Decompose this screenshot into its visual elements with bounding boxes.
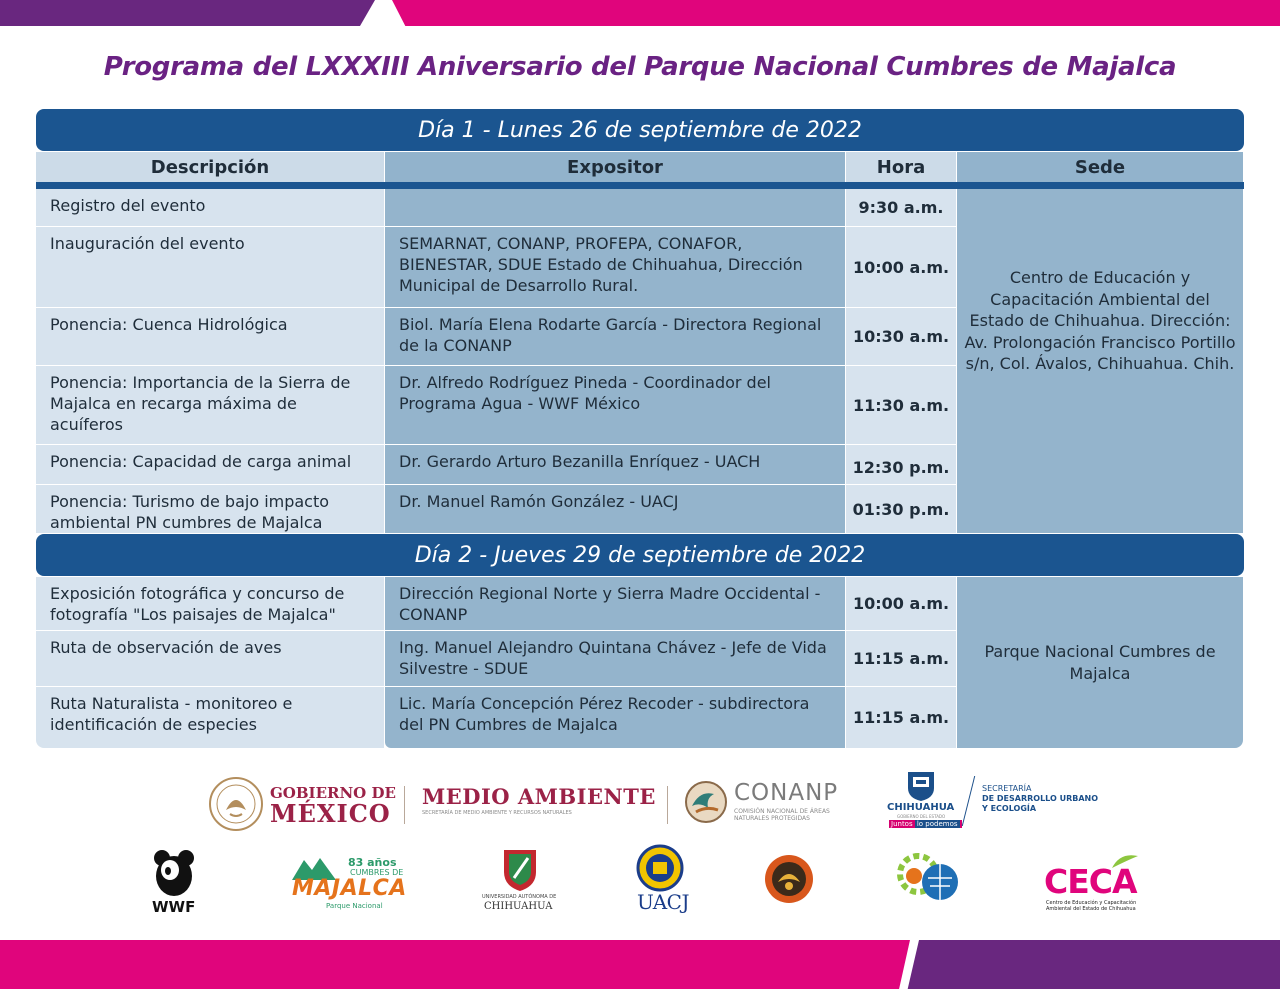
table-cell-descripcion: Ponencia: Importancia de la Sierra de Majalca en recarga máxima de acuíferos (36, 366, 384, 444)
column-header-expositor: Expositor (385, 152, 845, 182)
table-cell-hora: 9:30 a.m. (846, 189, 956, 226)
table-cell-descripcion: Ponencia: Capacidad de carga animal (36, 445, 384, 484)
gobierno-line1: GOBIERNO DE (270, 784, 396, 802)
chihuahua-shield-icon (904, 770, 938, 802)
table-cell-expositor: Dr. Gerardo Arturo Bezanilla Enríquez - UACH (385, 445, 845, 484)
ceca-sub2: Ambiental del Estado de Chihuahua (1046, 906, 1136, 912)
bottom-pink-band (0, 940, 910, 989)
sdue-line3: Y ECOLOGÍA (982, 804, 1037, 813)
uach-line1: UNIVERSIDAD AUTÓNOMA DE (482, 894, 557, 900)
table-cell-descripcion: Inauguración del evento (36, 227, 384, 307)
top-purple-band (0, 0, 375, 26)
table-cell-hora: 01:30 p.m. (846, 485, 956, 533)
table-cell-hora: 10:00 a.m. (846, 577, 956, 630)
table-cell-descripcion: Exposición fotográfica y concurso de fotografía "Los paisajes de Majalca" (36, 577, 384, 630)
chihuahua-tag2-text: lo podemos (916, 820, 958, 828)
chihuahua-name: CHIHUAHUA (887, 802, 955, 813)
uach-shield-icon (500, 848, 540, 892)
day1-header: Día 1 - Lunes 26 de septiembre de 2022 (36, 109, 1244, 151)
mexico-seal-icon (208, 776, 264, 832)
table-cell-descripcion: Registro del evento (36, 189, 384, 226)
wwf-name: WWF (152, 898, 196, 916)
conanp-sub2: NATURALES PROTEGIDAS (734, 815, 810, 822)
chihuahua-tag (889, 820, 962, 828)
table-cell-descripcion: Ruta Naturalista - monitoreo e identificación de especies (36, 687, 384, 748)
table-cell-sede: Parque Nacional Cumbres de Majalca (957, 577, 1243, 748)
table-cell-hora: 11:15 a.m. (846, 687, 956, 748)
logo-divider (404, 786, 405, 824)
column-header-sede: Sede (957, 152, 1243, 182)
ceca-sub1: Centro de Educación y Capacitación (1046, 900, 1137, 906)
majalca-name2: MAJALCA (292, 876, 407, 901)
conanp-logo-icon (684, 780, 728, 824)
table-cell-expositor: Lic. María Concepción Pérez Recoder - subdirectora del PN Cumbres de Majalca (385, 687, 845, 748)
header-divider (36, 182, 1244, 189)
table-cell-expositor: SEMARNAT, CONANP, PROFEPA, CONAFOR, BIENESTAR, SDUE Estado de Chihuahua, Dirección Municipal de Desarrollo Rural. (385, 227, 845, 307)
ceca-name-text: CECA (1044, 862, 1137, 901)
conanp-name: CONANP (734, 780, 839, 806)
column-header-hora: Hora (846, 152, 956, 182)
table-cell-expositor: Dr. Manuel Ramón González - UACJ (385, 485, 845, 533)
ceca-leaf-icon (1110, 852, 1140, 870)
table-cell-descripcion: Ponencia: Cuenca Hidrológica (36, 308, 384, 365)
table-cell-expositor (385, 189, 845, 226)
table-cell-descripcion: Ruta de observación de aves (36, 631, 384, 686)
majalca-years: 83 años (348, 856, 397, 869)
table-cell-expositor: Ing. Manuel Alejandro Quintana Chávez - Jefe de Vida Silvestre - SDUE (385, 631, 845, 686)
globe-sun-icon (894, 852, 966, 906)
table-cell-expositor: Biol. María Elena Rodarte García - Directora Regional de la CONANP (385, 308, 845, 365)
wwf-panda-icon (150, 848, 200, 900)
medio-ambiente-subtitle: SECRETARÍA DE MEDIO AMBIENTE Y RECURSOS NATURALES (422, 810, 572, 816)
bottom-purple-band (902, 940, 1280, 989)
table-cell-hora: 10:30 a.m. (846, 308, 956, 365)
page-title: Programa del LXXXIII Aniversario del Parque Nacional Cumbres de Majalca (103, 52, 1177, 82)
gobierno-line2: MÉXICO (270, 799, 391, 828)
table-cell-sede: Centro de Educación y Capacitación Ambiental del Estado de Chihuahua. Dirección: Av. Prolongación Francisco Portillo s/n, Col. Ávalos, Chihuahua. Chih. (957, 189, 1243, 533)
table-cell-hora: 12:30 p.m. (846, 445, 956, 484)
uacj-name: UACJ (637, 890, 690, 914)
table-cell-hora: 10:00 a.m. (846, 227, 956, 307)
chihuahua-tag-text: Juntos (891, 820, 913, 828)
majalca-sub: Parque Nacional (326, 902, 383, 910)
uach-line2: CHIHUAHUA (484, 901, 553, 912)
conanp-sub1: COMISIÓN NACIONAL DE ÁREAS (734, 808, 830, 815)
table-cell-descripcion: Ponencia: Turismo de bajo impacto ambiental PN cumbres de Majalca (36, 485, 384, 533)
chihuahua-sub: GOBIERNO DEL ESTADO (897, 814, 946, 819)
day2-header: Día 2 - Jueves 29 de septiembre de 2022 (36, 534, 1244, 576)
table-cell-expositor: Dirección Regional Norte y Sierra Madre Occidental - CONANP (385, 577, 845, 630)
table-cell-hora: 11:30 a.m. (846, 366, 956, 444)
table-cell-expositor: Dr. Alfredo Rodríguez Pineda - Coordinador del Programa Agua - WWF México (385, 366, 845, 444)
logo-divider (962, 776, 975, 826)
top-pink-band (392, 0, 1280, 26)
logo-divider (667, 786, 668, 824)
uacj-seal-icon (636, 844, 684, 892)
municipal-emblem-icon (762, 852, 816, 906)
column-header-descripcion: Descripción (36, 152, 384, 182)
majalca-name1: CUMBRES DE (350, 868, 404, 877)
sdue-line1: SECRETARÍA (982, 784, 1032, 793)
table-cell-hora: 11:15 a.m. (846, 631, 956, 686)
medio-ambiente-name: MEDIO AMBIENTE (422, 784, 656, 809)
sdue-line2: DE DESARROLLO URBANO (982, 794, 1099, 803)
